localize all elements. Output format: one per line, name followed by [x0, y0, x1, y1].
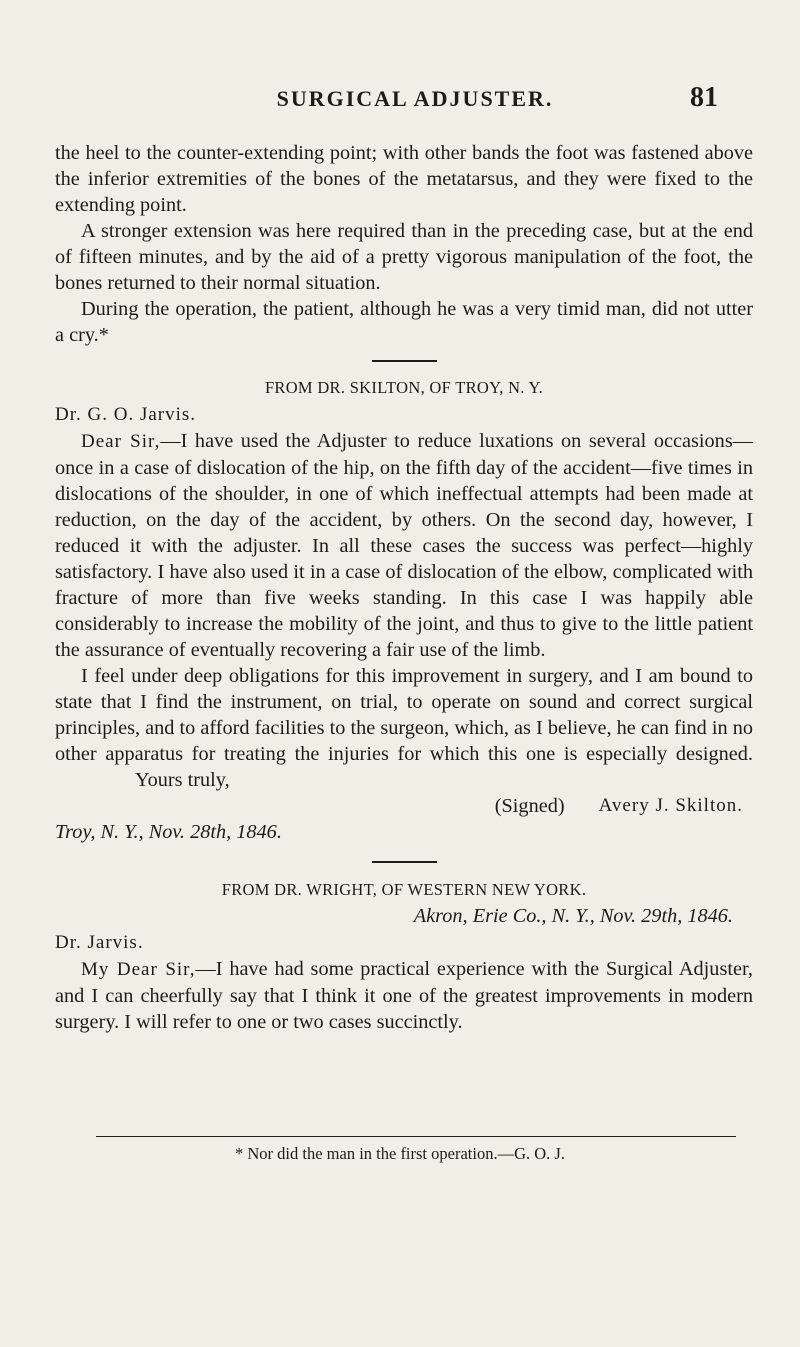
signature: Avery J. Skilton.: [598, 795, 743, 816]
place-date-wright: Akron, Erie Co., N. Y., Nov. 29th, 1846.: [413, 905, 733, 927]
closing: Yours truly,: [135, 769, 230, 791]
paragraph-continuation: the heel to the counter-extending point; with other bands the foot was fastened above the inferior extremities of the bones of the metatarsus, and they were fixed to the extending point.: [55, 142, 753, 216]
letter-body-wright-1: [55, 956, 753, 1035]
letter-body-text: —I have used the Adjuster to reduce luxations on several occasions—once in a case of dislocation of the hip, on the fifth day of the accident—five times in dislocations of the shoulder, in one of which ineffectual attempts had been made at reduction, on the day of the accident, by others. On the second day, however, I reduced it with the adjuster. In all these cases the success was perfect—highly satisfactory. I have also used it in a case of dislocation of the elbow, complicated with fracture of more than five weeks standing. In this case I was happily able considerably to increase the mobility of the joint, and thus to give to the little patient the assurance of eventually recovering a fair use of the limb.: [55, 430, 754, 661]
letter-body-skilton-2: [55, 663, 753, 793]
letter-addressee-wright: [55, 929, 753, 956]
place-date-skilton: Troy, N. Y., Nov. 28th, 1846.: [55, 821, 282, 843]
greeting: My Dear Sir,: [81, 959, 196, 980]
greeting: Dear Sir,: [81, 431, 161, 452]
page-number: 81: [690, 82, 718, 113]
paragraph-operation: During the operation, the patient, although he was a very timid man, did not utter a cry.*: [55, 298, 753, 346]
signature-line: [55, 793, 753, 819]
signed-label: (Signed): [494, 795, 565, 817]
running-title: SURGICAL ADJUSTER.: [276, 86, 554, 111]
footnote: * Nor did the man in the first operation.—G. O. J.: [235, 1144, 565, 1163]
page-body: [55, 140, 753, 1035]
footnote-rule: [96, 1136, 736, 1137]
letter-heading-wright: FROM DR. WRIGHT, OF WESTERN NEW YORK.: [221, 880, 587, 899]
letter-addressee-skilton: [55, 401, 753, 428]
section-divider: [372, 360, 437, 362]
letter-body-skilton-1: [55, 428, 753, 663]
section-divider: [372, 861, 437, 863]
addressee-name: Dr. G. O. Jarvis.: [55, 404, 197, 425]
addressee-name: Dr. Jarvis.: [55, 932, 144, 953]
letter-heading-skilton: FROM DR. SKILTON, OF TROY, N. Y.: [264, 378, 544, 397]
paragraph-extension: A stronger extension was here required than in the preceding case, but at the end of fifteen minutes, and by the aid of a pretty vigorous manipulation of the foot, the bones returned to their normal situation.: [55, 220, 753, 294]
letter-body-text: —I have had some practical experience with the Surgical Adjuster, and I can cheerfully say that I think it one of the greatest improvements in modern surgery. I will refer to one or two cases succinctly.: [55, 958, 753, 1033]
letter-body-text: I feel under deep obligations for this improvement in surgery, and I am bound to state that I find the instrument, on trial, to operate on sound and correct surgical principles, and to afford facilities to the surgeon, which, as I believe, he can find in no other apparatus for treating the injuries for which this one is especially designed.: [55, 665, 753, 765]
